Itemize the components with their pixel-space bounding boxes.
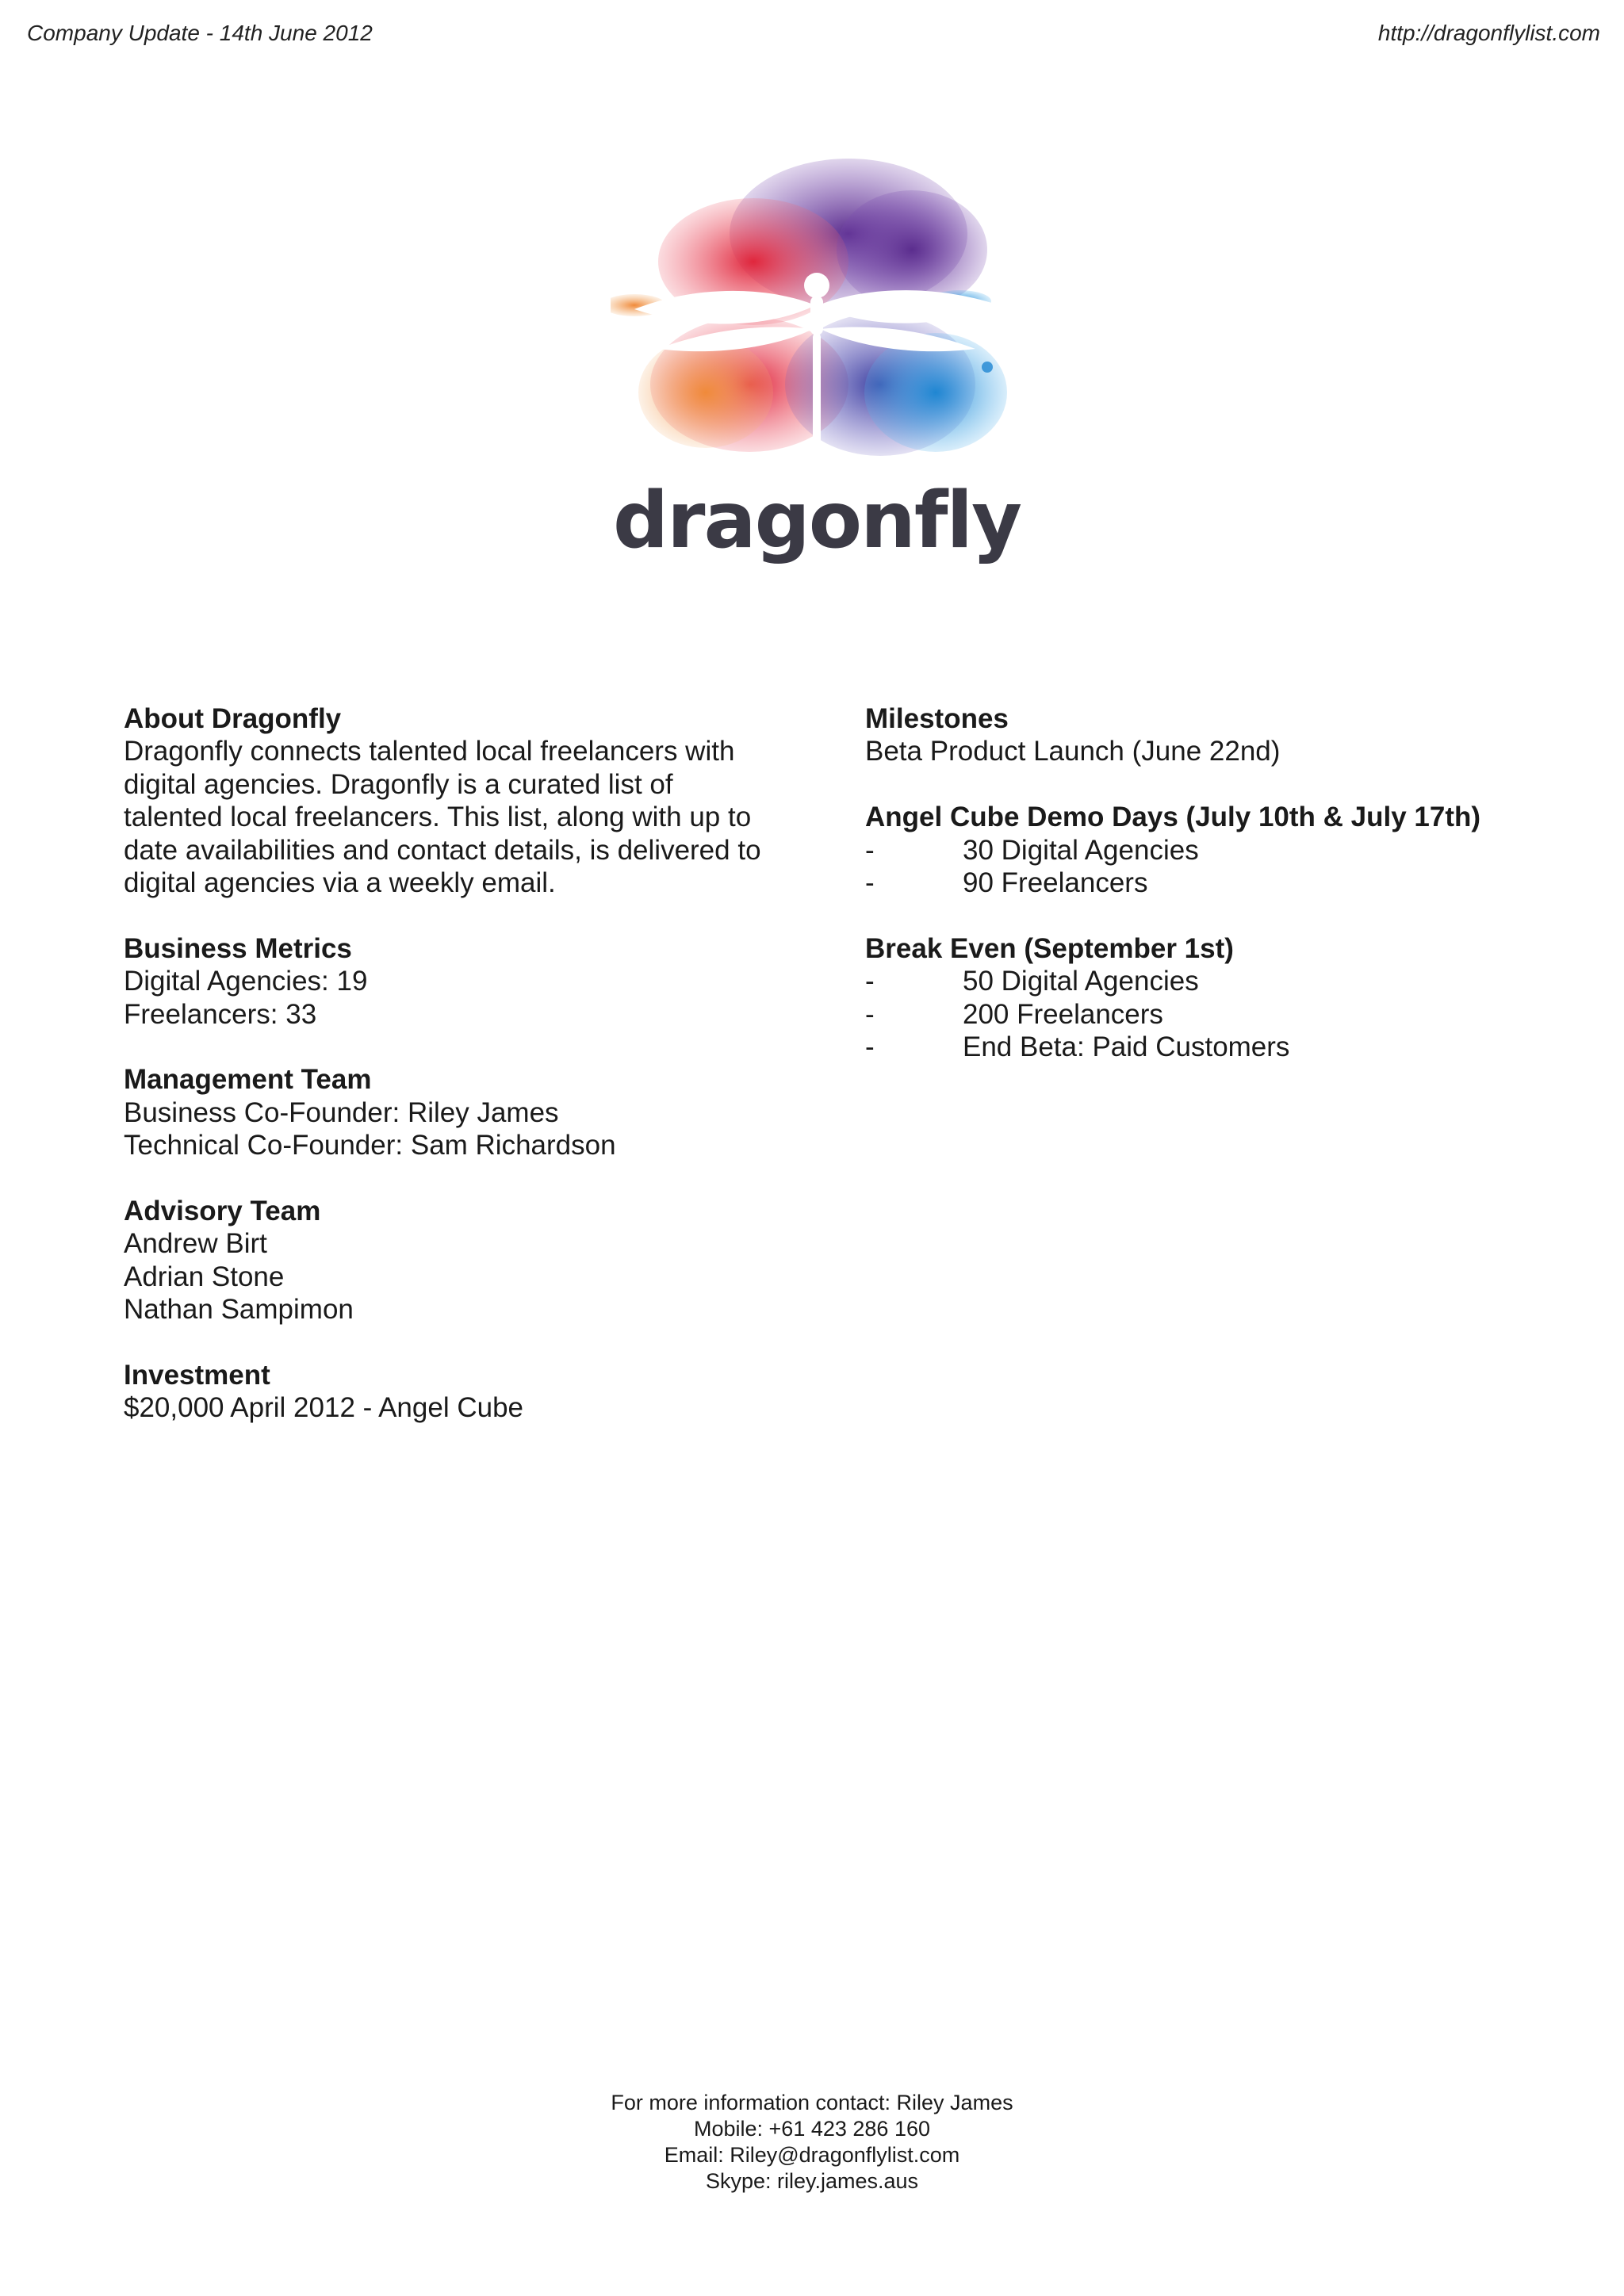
advisory-team-heading: Advisory Team [124,1196,321,1227]
break-even-heading: Break Even (September 1st) [865,932,1234,964]
advisor-name: Nathan Sampimon [124,1294,354,1326]
about-line: Dragonfly connects talented local freelancers with [124,736,735,767]
demo-days-section [865,801,1579,899]
dragonfly-wordmark: dragonfly [613,476,1021,566]
list-item [865,834,1579,867]
list-item [865,1031,1579,1063]
list-item-text: 200 Freelancers [963,998,1163,1030]
business-metrics-heading: Business Metrics [124,932,352,964]
management-member: Technical Co-Founder: Sam Richardson [124,1130,616,1161]
email-line[interactable]: Email: Riley@dragonflylist.com [664,2143,960,2167]
list-item-text: 30 Digital Agencies [963,834,1199,866]
investment-heading: Investment [124,1360,270,1391]
contact-line: For more information contact: Riley James [611,2091,1013,2114]
break-even-section [865,932,1579,1064]
list-item [865,867,1579,899]
about-line: talented local freelancers. This list, along with up to [124,802,752,833]
milestones-section [865,702,1579,768]
metric-freelancers: Freelancers: 33 [124,998,317,1030]
milestone-line: Beta Product Launch (June 22nd) [865,736,1281,767]
about-line: digital agencies via a weekly email. [124,867,556,899]
bullet-dash: - [865,966,875,997]
bullet-dash: - [865,867,875,899]
about-section [124,702,774,899]
demo-days-heading: Angel Cube Demo Days (July 10th & July 17th) [865,802,1481,833]
advisor-name: Adrian Stone [124,1261,285,1292]
list-item [865,965,1579,997]
bullet-dash: - [865,834,875,866]
about-line: digital agencies. Dragonfly is a curated list of [124,768,673,800]
list-item-text: 90 Freelancers [963,867,1148,899]
list-item-text: 50 Digital Agencies [963,966,1199,997]
investment-line: $20,000 April 2012 - Angel Cube [124,1392,523,1424]
advisory-team-section [124,1195,774,1326]
milestones-heading: Milestones [865,703,1009,734]
skype-line: Skype: riley.james.aus [705,2169,919,2193]
bullet-dash: - [865,998,875,1030]
about-heading: About Dragonfly [124,703,342,734]
list-item-text: End Beta: Paid Customers [963,1031,1290,1063]
metric-digital-agencies: Digital Agencies: 19 [124,966,368,997]
management-team-section [124,1063,774,1161]
left-column [124,702,774,1457]
bullet-dash: - [865,1031,875,1063]
right-column [865,702,1579,1096]
mobile-line: Mobile: +61 423 286 160 [694,2117,930,2141]
business-metrics-section [124,932,774,1031]
management-team-heading: Management Team [124,1064,372,1096]
investment-section [124,1359,774,1425]
management-member: Business Co-Founder: Riley James [124,1096,559,1128]
contact-footer [0,2090,1624,2195]
list-item [865,998,1579,1031]
header-company-update: Company Update - 14th June 2012 [27,21,373,45]
advisor-name: Andrew Birt [124,1228,267,1260]
about-line: date availabilities and contact details, is delivered to [124,834,761,866]
dragonfly-logo [611,155,1023,583]
header-website-url[interactable]: http://dragonflylist.com [1377,21,1600,45]
